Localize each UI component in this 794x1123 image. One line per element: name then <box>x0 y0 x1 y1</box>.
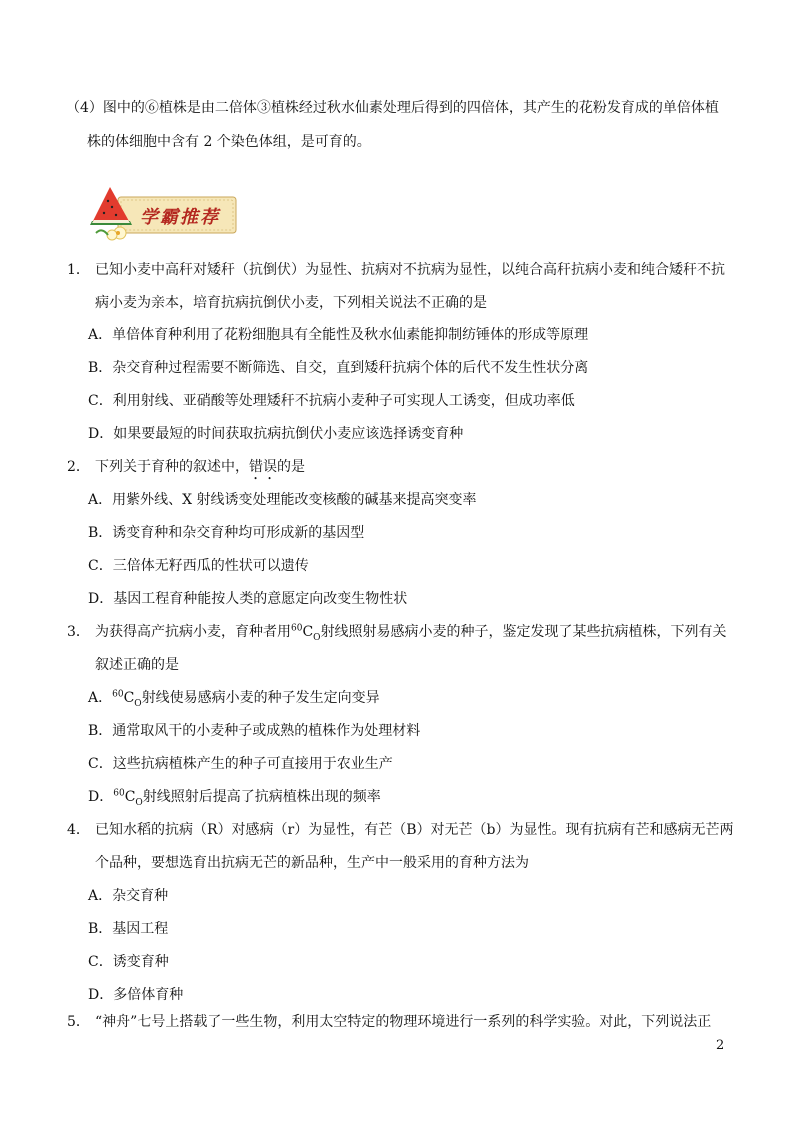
q3-option-c: C．这些抗病植株产生的种子可直接用于农业生产 <box>88 756 393 772</box>
q4-option-c: C．诱变育种 <box>88 954 169 970</box>
q1-option-d: D．如果要最短的时间获取抗病抗倒伏小麦应该选择诱变育种 <box>88 426 464 442</box>
question-1-stem <box>67 260 725 280</box>
q3-option-a: A．$^{60}C_O$射线使易感病小麦的种子发生定向变异 <box>88 689 380 709</box>
question-text: 个品种，要想选育出抗病无芒的新品种，生产中一般采用的育种方法为 <box>95 855 529 871</box>
q3-option-d: D．$^{60}C_O$射线照射后提高了抗病植株出现的频率 <box>88 788 381 808</box>
badge-label: 学霸推荐 <box>140 207 220 228</box>
question-number: 2． <box>67 459 90 475</box>
isotope-label: $^{60}C_O$ <box>113 788 143 808</box>
question-3-stem-cont <box>95 655 179 675</box>
question-text: 射线照射易感病小麦的种子，鉴定发现了某些抗病植株，下列有关 <box>320 624 727 640</box>
question-text: 已知水稻的抗病（R）对感病（r）为显性，有芒（B）对无芒（b）为显性。现有抗病有芒和感病无芒两 <box>95 822 734 838</box>
page-number: 2 <box>716 1038 725 1053</box>
continuation-line-2: 株的体细胞中含有 2 个染色体组，是可育的。 <box>87 134 371 150</box>
q3-option-b: B．通常取风干的小麦种子或成熟的植株作为处理材料 <box>88 723 421 739</box>
q2-option-c: C．三倍体无籽西瓜的性状可以遗传 <box>88 558 309 574</box>
emphasis-word: 错误 <box>249 459 277 475</box>
xueba-recommend-badge <box>88 183 238 245</box>
q1-option-c: C．利用射线、亚硝酸等处理矮秆不抗病小麦种子可实现人工诱变，但成功率低 <box>88 393 575 409</box>
question-number: 1． <box>67 262 90 278</box>
isotope-label: $^{60}C_O$ <box>112 689 142 709</box>
question-2-stem <box>67 457 305 483</box>
question-number: 4． <box>67 822 90 838</box>
q4-option-d: D．多倍体育种 <box>88 987 184 1003</box>
question-1-stem-cont <box>95 293 487 313</box>
isotope-label: $^{60}C_O$ <box>291 623 321 643</box>
continuation-line-1: （4）图中的⑥植株是由二倍体③植株经过秋水仙素处理后得到的四倍体，其产生的花粉发育成的单倍体植 <box>66 100 719 116</box>
q2-option-b: B．诱变育种和杂交育种均可形成新的基因型 <box>88 525 365 541</box>
question-3-stem <box>67 622 727 643</box>
question-text: 下列关于育种的叙述中， <box>95 459 249 475</box>
question-text: 已知小麦中高秆对矮秆（抗倒伏）为显性、抗病对不抗病为显性，以纯合高秆抗病小麦和纯合矮秆不抗 <box>95 262 725 278</box>
question-text: 病小麦为亲本，培育抗病抗倒伏小麦，下列相关说法不正确的是 <box>95 295 487 311</box>
q4-option-a: A．杂交育种 <box>88 888 169 904</box>
q2-option-d: D．基因工程育种能按人类的意愿定向改变生物性状 <box>88 591 408 607</box>
question-4-stem-cont <box>95 853 529 873</box>
question-5-stem <box>67 1012 712 1032</box>
q4-option-b: B．基因工程 <box>88 921 169 937</box>
question-text: “神舟”七号上搭载了一些生物，利用太空特定的物理环境进行一系列的科学实验。对此，下列说法正 <box>95 1014 712 1030</box>
q2-option-a: A．用紫外线、X 射线诱变处理能改变核酸的碱基来提高突变率 <box>88 492 477 508</box>
question-text: 的是 <box>277 459 305 475</box>
question-number: 3． <box>67 624 90 640</box>
question-text: 叙述正确的是 <box>95 657 179 673</box>
q1-option-a: A．单倍体育种利用了花粉细胞具有全能性及秋水仙素能抑制纺锤体的形成等原理 <box>88 327 589 343</box>
question-number: 5． <box>67 1014 90 1030</box>
q1-option-b: B．杂交育种过程需要不断筛选、自交，直到矮秆抗病个体的后代不发生性状分离 <box>88 360 589 376</box>
question-text: 为获得高产抗病小麦，育种者用 <box>95 624 291 640</box>
question-4-stem <box>67 820 734 840</box>
